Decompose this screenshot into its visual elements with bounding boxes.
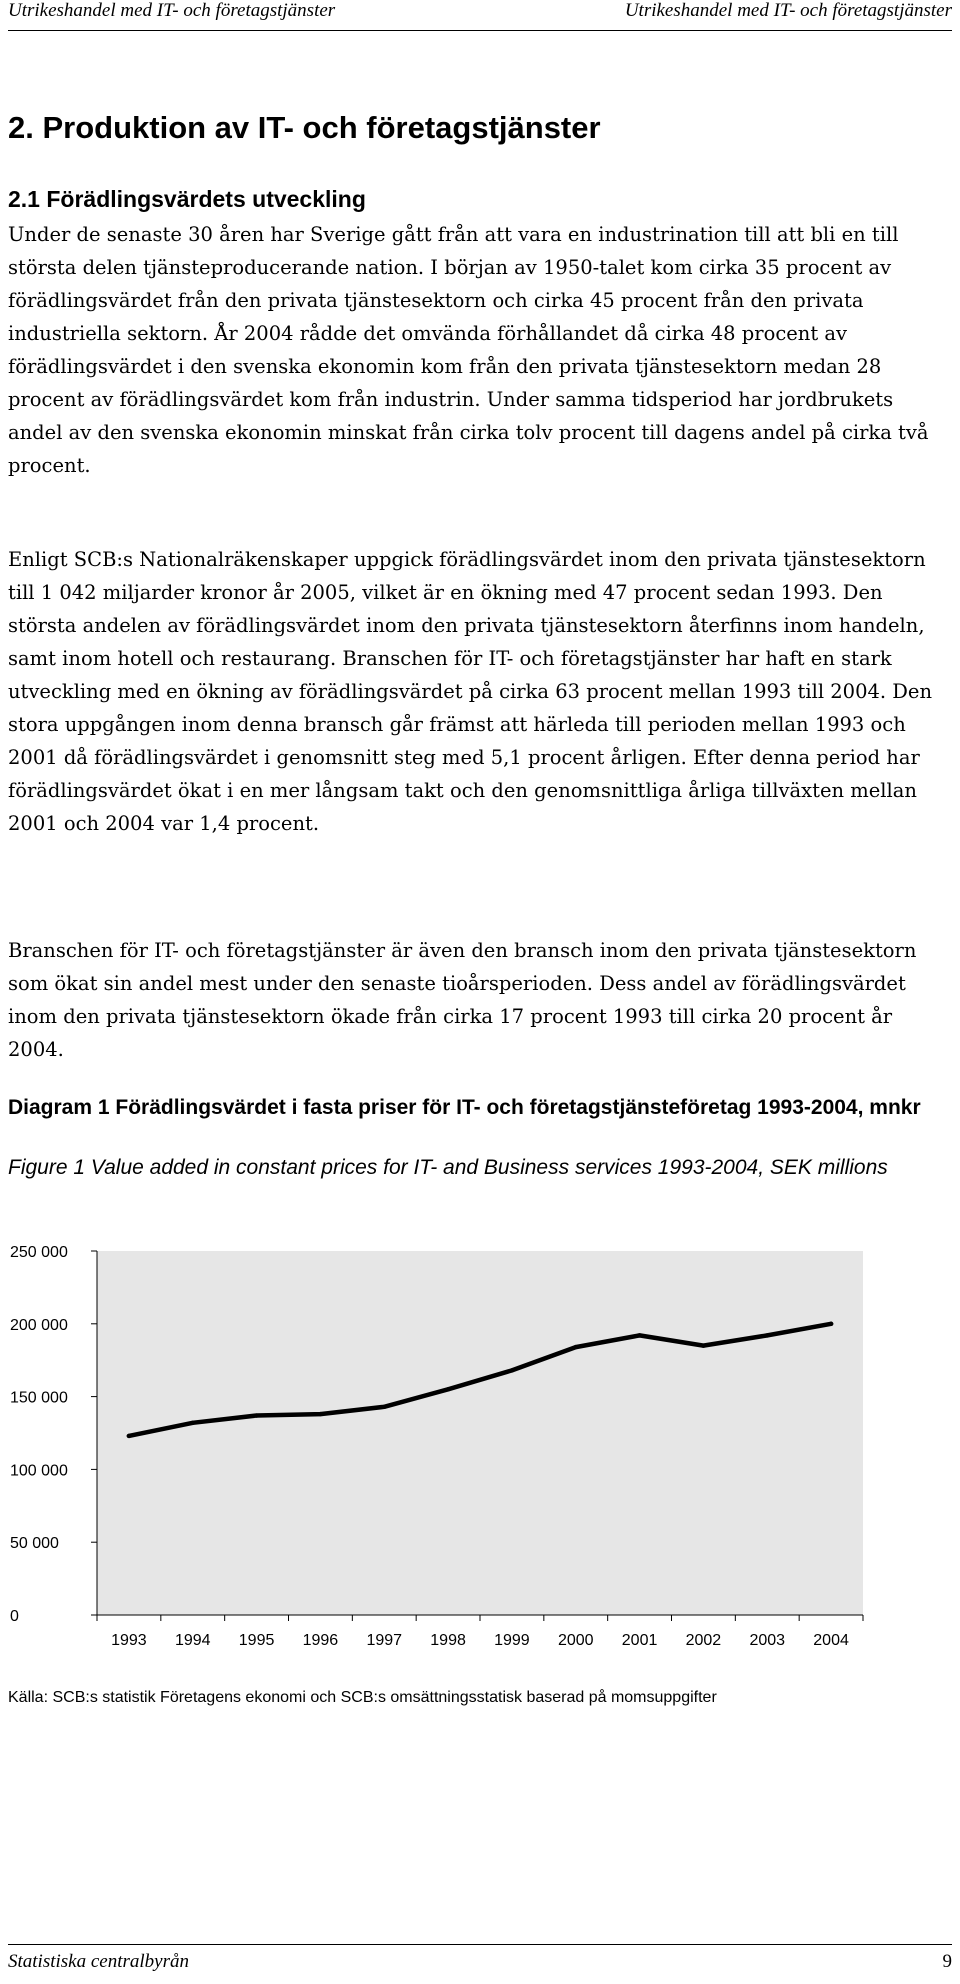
x-tick-label: 1999 — [494, 1632, 530, 1649]
paragraph-3: Branschen för IT- och företagstjänster är även den bransch inom den privata tjänstesektorn som ökat sin andel mest under den senaste tioårsperioden. Dess andel av förädlingsvärdet inom den privata tjänstesektorn ökade från cirka 17 procent 1993 till cirka 20 procent år 2004. — [8, 939, 917, 1061]
running-header-right: Utrikeshandel med IT- och företagstjänster — [624, 0, 952, 21]
data-point — [127, 1434, 131, 1438]
data-point — [382, 1405, 386, 1409]
data-point — [765, 1333, 769, 1337]
subsection-title: 2.1 Förädlingsvärdets utveckling — [8, 186, 366, 212]
header-rule — [8, 30, 952, 31]
data-point — [829, 1322, 833, 1326]
data-point — [574, 1345, 578, 1349]
x-tick-label: 2000 — [557, 1632, 594, 1649]
section-title: 2. Produktion av IT- och företagstjänster — [8, 110, 601, 145]
x-tick-label: 1993 — [111, 1632, 147, 1649]
data-point — [637, 1333, 641, 1337]
data-point — [701, 1343, 705, 1347]
footer-rule — [8, 1944, 952, 1945]
figure-title: Diagram 1 Förädlingsvärdet i fasta priser för IT- och företagstjänsteföretag 1993-2004, mnkr — [8, 1096, 921, 1119]
x-tick-label: 2003 — [749, 1632, 786, 1649]
value-added-line-chart — [0, 1220, 960, 1675]
y-tick-label: 100 000 — [10, 1462, 68, 1480]
x-axis — [97, 1615, 863, 1649]
x-tick-label: 2004 — [813, 1632, 849, 1649]
data-point — [510, 1368, 514, 1372]
data-point — [191, 1421, 195, 1425]
paragraph-1: Under de senaste 30 åren har Sverige gått från att vara en industrination till att bli en till största delen tjänsteproducerande nation. I början av 1950-talet kom cirka 35 procent av förädlingsvärdet från den privata tjänstesektorn och cirka 45 procent från den privata industriella sektorn. År 2004 rådde det omvända förhållandet då cirka 48 procent av förädlingsvärdet i den svenska ekonomin kom från den privata tjänstesektorn medan 28 procent av förädlingsvärdet kom från industrin. Under samma tidsperiod har jordbrukets andel av den svenska ekonomin minskat från cirka tolv procent till dagens andel på cirka två procent. — [8, 223, 929, 477]
x-tick-label: 1994 — [174, 1632, 211, 1649]
x-tick-label: 1996 — [302, 1632, 339, 1649]
figure-source: Källa: SCB:s statistik Företagens ekonomi och SCB:s omsättningsstatisk baserad på momsuppgifter — [8, 1689, 717, 1706]
y-tick-label: 50 000 — [10, 1535, 59, 1553]
y-tick-label: 250 000 — [10, 1244, 68, 1261]
figure-subtitle: Figure 1 Value added in constant prices for IT- and Business services 1993-2004, SEK millions — [8, 1156, 888, 1179]
page-number: 9 — [942, 1951, 952, 1972]
x-tick-label: 2001 — [621, 1632, 658, 1649]
footer-publisher: Statistiska centralbyrån — [8, 1951, 190, 1972]
y-tick-label: 150 000 — [10, 1389, 68, 1407]
running-header-left: Utrikeshandel med IT- och företagstjänster — [8, 0, 336, 21]
y-axis — [10, 1244, 97, 1625]
x-tick-label: 2002 — [685, 1632, 722, 1649]
paragraph-2: Enligt SCB:s Nationalräkenskaper uppgick förädlingsvärdet inom den privata tjänstesektorn till 1 042 miljarder kronor år 2005, vilket är en ökning med 47 procent sedan 1993. Den största andelen av förädlingsvärdet inom den privata tjänstesektorn återfinns inom handeln, samt inom hotell och restaurang. Branschen för IT- och företagstjänster har haft en stark utveckling med en ökning av förädlingsvärdet på cirka 63 procent mellan 1993 till 2004. Den stora uppgången inom denna bransch går främst att härleda till perioden mellan 1993 och 2001 då förädlingsvärdet i genomsnitt steg med 5,1 procent årligen. Efter denna period har förädlingsvärdet ökat i en mer långsam takt och den genomsnittliga årliga tillväxten mellan 2001 och 2004 var 1,4 procent. — [8, 548, 933, 835]
data-point — [446, 1387, 450, 1391]
x-tick-label: 1995 — [238, 1632, 275, 1649]
data-point — [318, 1412, 322, 1416]
plot-area — [97, 1251, 863, 1615]
x-tick-label: 1997 — [366, 1632, 403, 1649]
y-tick-label: 0 — [10, 1608, 19, 1625]
x-tick-label: 1998 — [430, 1632, 466, 1649]
running-header — [0, 0, 960, 34]
data-point — [254, 1413, 258, 1417]
y-tick-label: 200 000 — [10, 1316, 68, 1334]
